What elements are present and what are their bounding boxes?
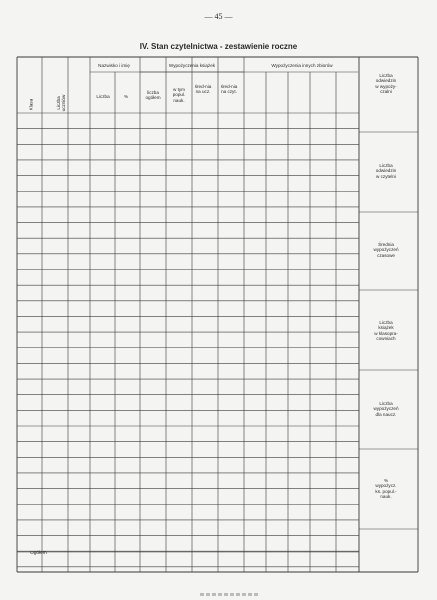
scan-mark [200, 593, 260, 596]
side-label-czytelnia: Liczba odwiedzin w czytelni [375, 163, 397, 179]
header-klasa: Klasa [28, 98, 34, 111]
header-liczba: Liczba [96, 94, 110, 99]
total-label: Ogółem [30, 551, 47, 556]
side-label-procent-popul: % wypożycz. ks. popul.- nauk. [375, 478, 397, 500]
header-w-tym-popul-nauk: w tym popul. nauk. [172, 87, 186, 103]
header-nazwisko-group: Nazwisko i imię [98, 63, 130, 68]
page-title: IV. Stan czytelnictwa - zestawienie roczne [139, 42, 298, 51]
header-wypozyczenia-ksiazek: Wypożyczenia książek [168, 63, 216, 68]
header-wypozyczenia-innych: Wypożyczenia innych zbiorów [271, 63, 333, 68]
side-label-wypozyczalnia: Liczba odwiedzin w wypoży- czalni [375, 73, 397, 95]
header-srednia-na-ucz: śred-nia na ucz. [194, 84, 212, 95]
side-label-nauczyciele: Liczba wypożyczeń dla naucz. [373, 401, 399, 417]
header-srednia-na-czyt: śred-nia na czyt. [220, 84, 238, 95]
header-liczba-ogolem: liczba ogółem [145, 90, 161, 101]
side-label-srednia: Średnia wypożyczeń czasowe [373, 242, 399, 258]
page-number: — 45 — [204, 12, 233, 21]
header-liczba-uczniow: Liczba uczniów [56, 94, 66, 112]
header-procent: % [123, 94, 129, 99]
side-label-klasopracownie: Liczba książek w klasopra- cowniach [374, 320, 398, 342]
